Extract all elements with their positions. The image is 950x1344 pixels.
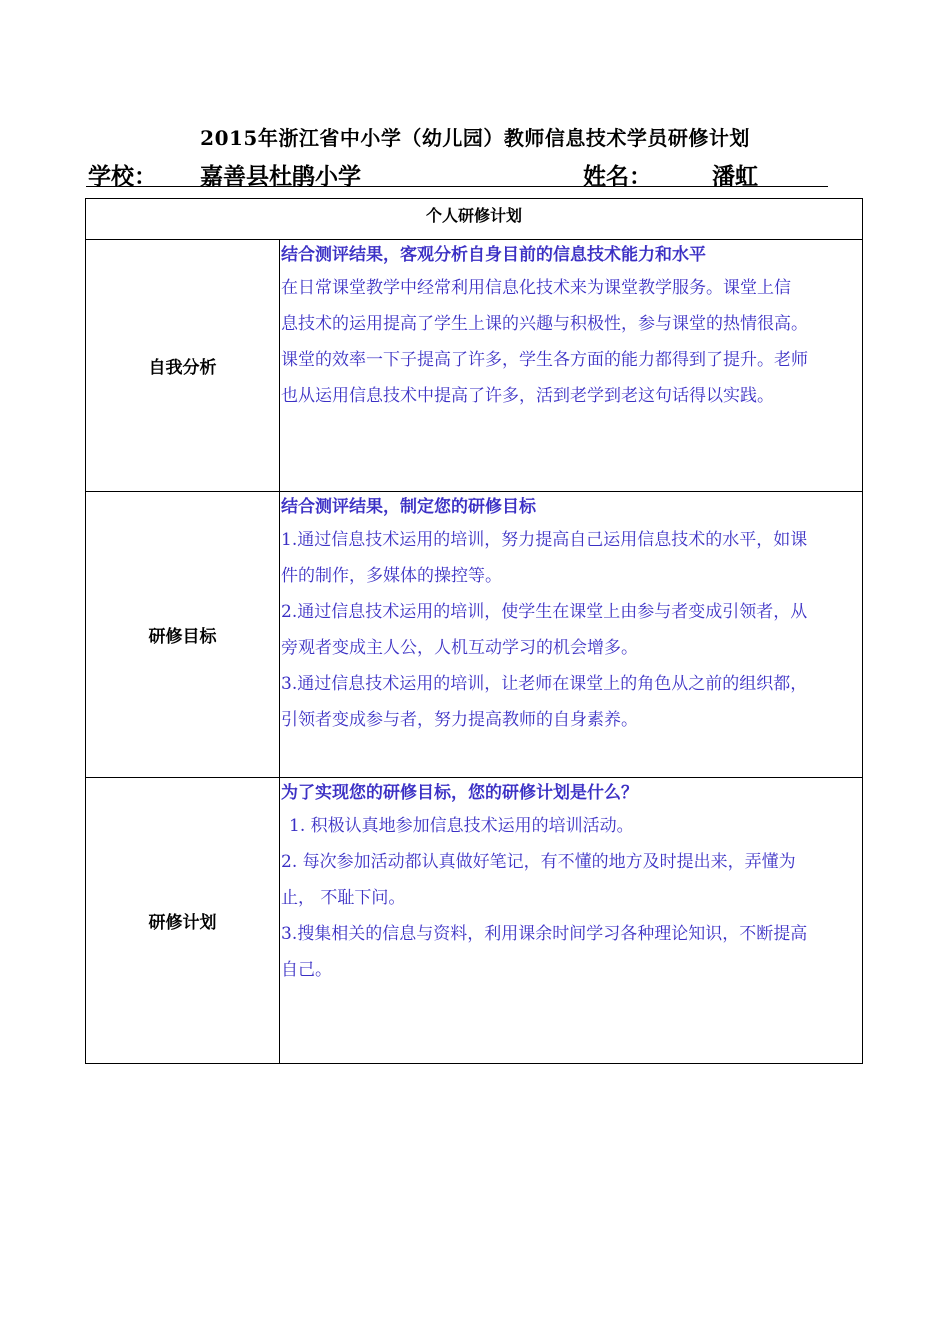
school-label: 学校： [88, 164, 157, 190]
content-line: 在日常课堂教学中经常利用信息化技术来为课堂教学服务。课堂上信 [281, 278, 791, 298]
content-line: 1. 积极认真地参加信息技术运用的培训活动。 [289, 816, 634, 836]
school-value: 嘉善县杜鹃小学 [200, 164, 361, 190]
row-label-goals: 研修目标 [86, 492, 280, 777]
row-content-goals [280, 492, 862, 777]
content-line: 引领者变成参与者，努力提高教师的自身素养。 [281, 710, 638, 730]
row-heading: 为了实现您的研修目标，您的研修计划是什么？ [281, 783, 638, 803]
content-line: 件的制作，多媒体的操控等。 [281, 566, 502, 586]
content-line: 2.通过信息技术运用的培训，使学生在课堂上由参与者变成引领者，从 [281, 602, 808, 622]
row-content-plan [280, 778, 862, 1063]
content-line: 3.通过信息技术运用的培训，让老师在课堂上的角色从之前的组织都， [281, 674, 808, 694]
name-label: 姓名： [583, 164, 652, 190]
content-line: 止， 不耻下问。 [281, 888, 406, 908]
row-label-plan: 研修计划 [86, 778, 280, 1063]
row-goals [86, 492, 862, 778]
content-line: 自己。 [281, 960, 332, 980]
content-line: 也从运用信息技术中提高了许多，活到老学到老这句话得以实践。 [281, 386, 774, 406]
table-header: 个人研修计划 [86, 199, 862, 240]
content-line: 旁观者变成主人公，人机互动学习的机会增多。 [281, 638, 638, 658]
row-heading: 结合测评结果，客观分析自身目前的信息技术能力和水平 [281, 245, 706, 265]
content-line: 3.搜集相关的信息与资料，利用课余时间学习各种理论知识，不断提高 [281, 924, 808, 944]
plan-table [85, 198, 863, 1064]
row-content-self-analysis [280, 240, 862, 491]
name-value: 潘虹 [712, 164, 758, 190]
content-line: 课堂的效率一下子提高了许多，学生各方面的能力都得到了提升。老师 [281, 350, 808, 370]
document-title: 2015年浙江省中小学（幼儿园）教师信息技术学员研修计划 [200, 126, 750, 150]
row-label-self-analysis: 自我分析 [86, 240, 280, 491]
content-line: 2. 每次参加活动都认真做好笔记，有不懂的地方及时提出来，弄懂为 [281, 852, 796, 872]
row-self-analysis [86, 240, 862, 492]
content-line: 息技术的运用提高了学生上课的兴趣与积极性，参与课堂的热情很高。 [281, 314, 808, 334]
row-plan [86, 778, 862, 1063]
info-line [86, 156, 828, 190]
content-line: 1.通过信息技术运用的培训，努力提高自己运用信息技术的水平，如课 [281, 530, 808, 550]
row-heading: 结合测评结果，制定您的研修目标 [281, 497, 536, 517]
